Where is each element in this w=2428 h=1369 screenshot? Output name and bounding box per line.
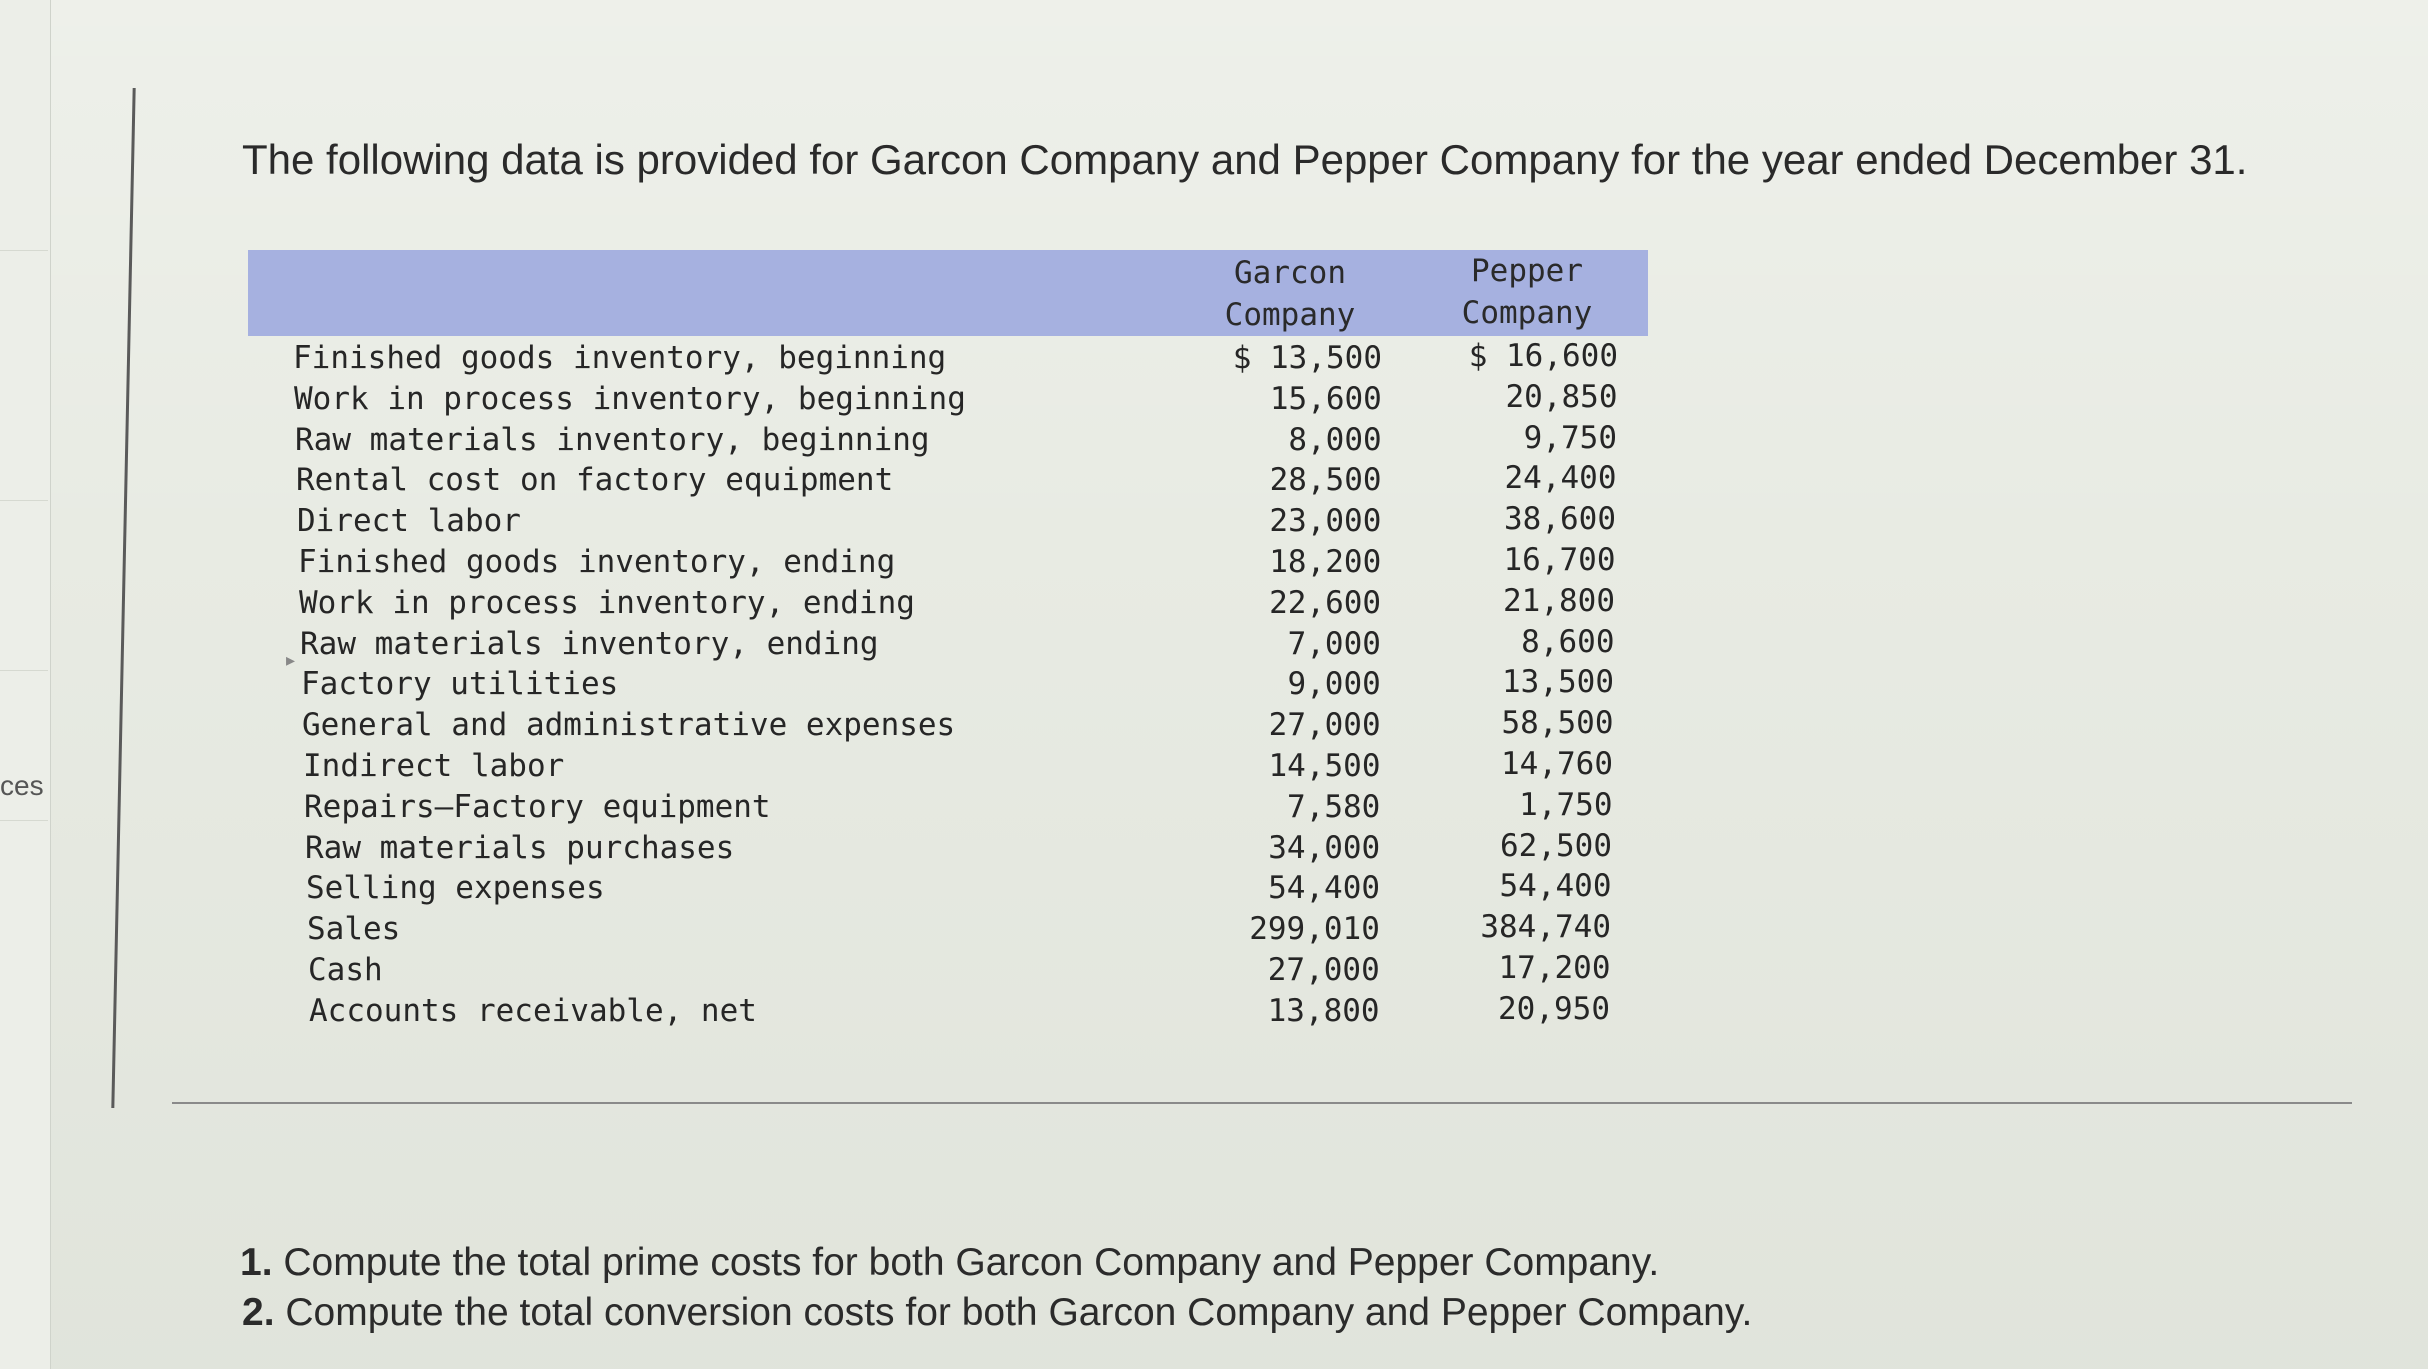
table-cell-garcon: 299,010 — [1249, 911, 1380, 948]
table-cell-garcon: 54,400 — [1268, 870, 1381, 907]
table-row-label: Work in process inventory, beginning — [294, 380, 966, 417]
table-cell-pepper: 17,200 — [1498, 950, 1611, 986]
table-cell-pepper: 54,400 — [1499, 868, 1612, 905]
left-sidebar — [0, 0, 51, 1369]
table-cell-pepper: 8,600 — [1521, 623, 1615, 660]
table-row-label: General and administrative expenses — [302, 707, 956, 744]
column-header-line: Company — [1224, 297, 1356, 333]
table-row-label: Raw materials purchases — [305, 829, 735, 866]
question-number: 2. — [242, 1291, 275, 1334]
question-list — [240, 1238, 1752, 1338]
table-cell-garcon: 7,000 — [1287, 625, 1381, 662]
table-cell-pepper: 13,500 — [1502, 664, 1614, 701]
table-row-label: Accounts receivable, net — [309, 992, 757, 1029]
table-row-label: Repairs—Factory equipment — [304, 788, 771, 825]
column-header-line: Pepper — [1471, 253, 1583, 289]
table-row-label: Finished goods inventory, beginning — [293, 340, 947, 376]
table-header-band — [248, 250, 1648, 336]
table-cell-garcon: 13,800 — [1267, 992, 1380, 1029]
table-row-label: Factory utilities — [301, 666, 619, 703]
table-cell-pepper: 62,500 — [1500, 827, 1612, 864]
table-row-label: Cash — [308, 952, 383, 988]
table-row-label: Work in process inventory, ending — [299, 584, 915, 621]
table-cell-garcon: 22,600 — [1269, 584, 1382, 621]
table-cell-garcon: $ 13,500 — [1232, 340, 1382, 376]
table-cell-pepper: 20,950 — [1498, 990, 1610, 1027]
column-header-line: Company — [1461, 295, 1593, 331]
sidebar-cell — [0, 0, 48, 251]
table-cell-pepper: 24,400 — [1504, 460, 1617, 497]
table-cell-garcon: 14,500 — [1268, 748, 1381, 784]
table-row-label: Raw materials inventory, beginning — [295, 421, 930, 458]
table-cell-pepper: 38,600 — [1504, 501, 1616, 538]
column-header-garcon — [1210, 252, 1370, 336]
table-row-label: Indirect labor — [303, 748, 565, 784]
column-header-pepper — [1447, 250, 1607, 334]
table-row-label: Finished goods inventory, ending — [298, 544, 896, 580]
column-header-line: Garcon — [1234, 255, 1346, 291]
question-text: Compute the total conversion costs for both Garcon Company and Pepper Company. — [285, 1291, 1753, 1334]
table-cell-garcon: 7,580 — [1287, 788, 1381, 825]
table-cell-garcon: 34,000 — [1268, 829, 1381, 866]
question-text: Compute the total prime costs for both Garcon Company and Pepper Company. — [283, 1241, 1660, 1284]
table-row-label: Rental cost on factory equipment — [296, 462, 894, 499]
sidebar-cell — [0, 250, 48, 501]
table-cell-pepper: 9,750 — [1523, 419, 1617, 456]
table-cell-garcon: 8,000 — [1288, 421, 1382, 458]
table-cell-pepper: 14,760 — [1501, 746, 1613, 782]
table-cell-garcon: 27,000 — [1267, 952, 1380, 988]
table-cell-pepper: 1,750 — [1519, 786, 1613, 823]
sidebar-cell — [0, 500, 48, 671]
table-cell-pepper: 58,500 — [1501, 705, 1614, 742]
panel-bottom-border — [172, 1102, 2352, 1104]
question-number: 1. — [240, 1241, 273, 1284]
table-cell-garcon: 15,600 — [1269, 380, 1382, 417]
question-item — [242, 1288, 1752, 1338]
table-cell-garcon: 23,000 — [1269, 503, 1382, 540]
tick-mark-icon: ▸ — [286, 650, 296, 670]
table-cell-pepper: $ 16,600 — [1468, 338, 1618, 374]
table-row-label: Selling expenses — [306, 870, 605, 907]
sidebar-partial-label[interactable]: ces — [0, 770, 44, 801]
table-row-label: Sales — [307, 911, 401, 948]
table-cell-garcon: 27,000 — [1268, 707, 1381, 744]
table-cell-garcon: 9,000 — [1287, 666, 1381, 703]
table-cell-pepper: 21,800 — [1503, 582, 1615, 619]
table-cell-pepper: 16,700 — [1503, 542, 1616, 578]
table-cell-pepper: 20,850 — [1505, 378, 1618, 415]
intro-text: The following data is provided for Garcon Company and Pepper Company for the year ended December 31. — [242, 136, 2248, 183]
table-cell-pepper: 384,740 — [1480, 909, 1611, 946]
table-row-label: Direct labor — [297, 503, 521, 540]
table-cell-garcon: 28,500 — [1269, 462, 1382, 499]
question-item — [240, 1238, 1752, 1288]
table-cell-garcon: 18,200 — [1269, 544, 1382, 580]
panel-left-border — [111, 88, 135, 1108]
table-row-label: Raw materials inventory, ending — [300, 625, 879, 662]
